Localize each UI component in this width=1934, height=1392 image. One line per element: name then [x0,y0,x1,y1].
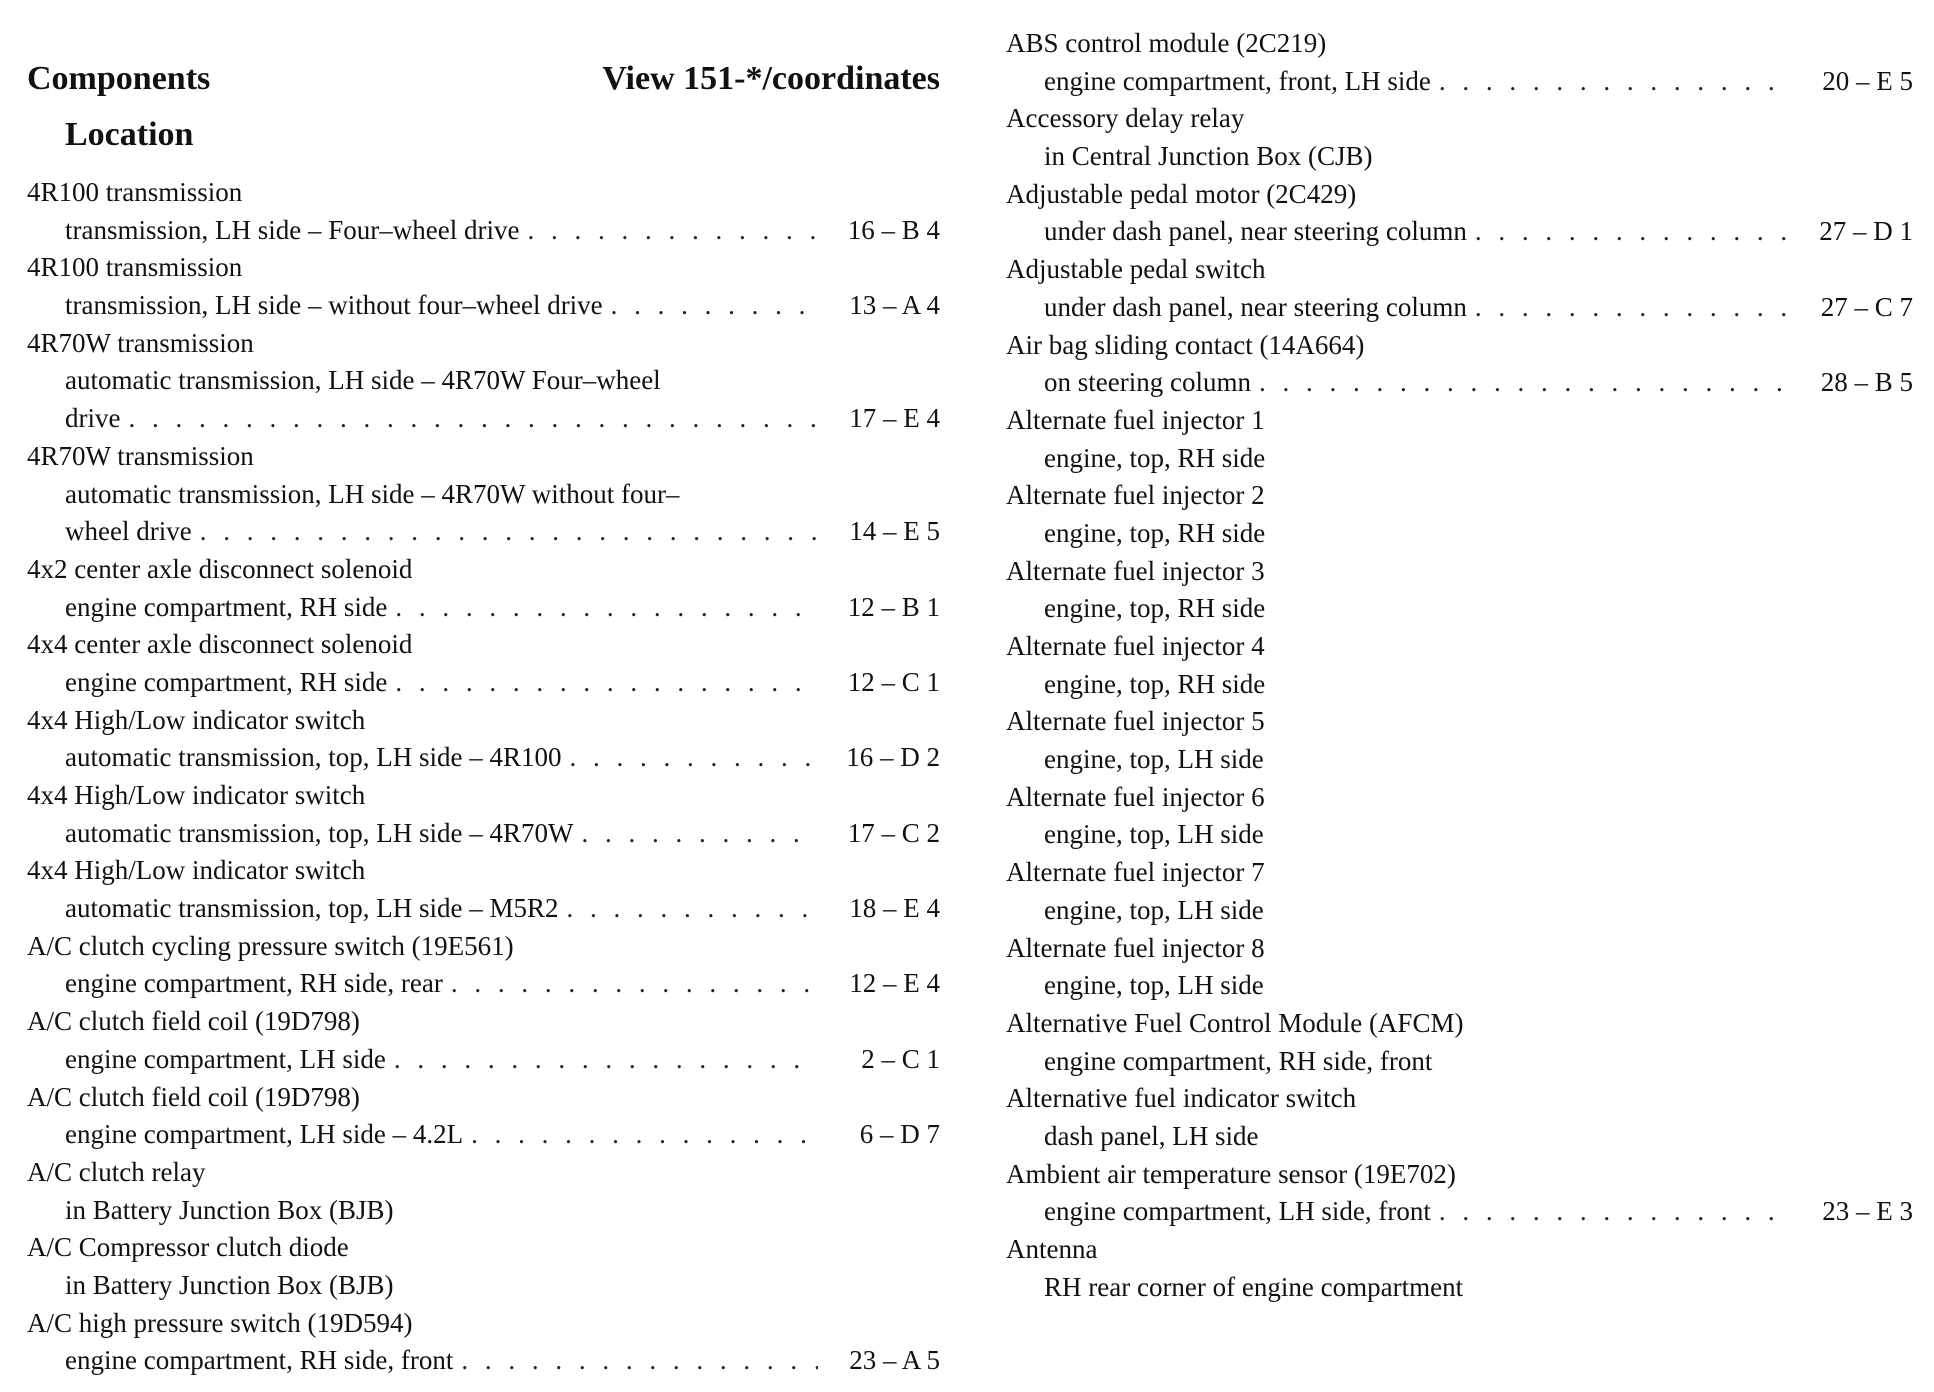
component-entry [27,1229,940,1304]
component-entry [1006,477,1913,552]
component-list-right [1006,25,1913,1306]
component-location-line [27,513,940,551]
dot-leader [527,212,818,250]
component-location-line [1006,590,1913,628]
component-name: 4R70W transmission [27,440,254,471]
component-location: automatic transmission, LH side – 4R70W Four–wheel [65,365,661,396]
view-coordinate: 2 – C 1 [861,1043,940,1074]
component-name: Alternate fuel injector 4 [1006,631,1265,661]
component-location-line [27,1267,940,1305]
component-entry [27,438,940,551]
view-coordinate: 12 – C 1 [847,666,940,697]
dot-leader [471,1116,818,1154]
view-coordinate: 27 – C 7 [1820,291,1913,322]
component-name: Alternative fuel indicator switch [1006,1083,1357,1114]
component-location: on steering column [1044,367,1251,398]
component-location-line [1006,816,1913,854]
component-location-line [27,1116,940,1154]
view-coordinates-heading: View 151-*/coordinates [602,60,940,97]
view-coordinate: 17 – E 4 [849,403,940,434]
view-coordinate: 16 – B 4 [847,214,940,245]
component-entry [27,1154,940,1229]
view-coordinate: 12 – B 1 [847,591,940,622]
component-location-line [27,589,940,627]
component-entry [1006,100,1913,175]
component-location-line [1006,1118,1913,1156]
component-location: in Battery Junction Box (BJB) [65,1194,394,1225]
component-location-line [27,287,940,325]
component-location-line [27,739,940,777]
component-location: RH rear corner of engine compartment [1044,1271,1464,1302]
view-coordinate: 12 – E 4 [849,968,940,999]
dot-leader [394,1041,818,1079]
component-location: automatic transmission, top, LH side – 4R100 [65,742,562,773]
component-entry [27,174,940,249]
dot-leader [1439,1193,1791,1231]
component-location: engine compartment, RH side, front [1044,1045,1433,1076]
dot-leader [566,890,818,928]
component-location: automatic transmission, LH side – 4R70W without four– [65,478,680,509]
view-coordinate: 14 – E 5 [849,516,940,547]
dot-leader [569,739,818,777]
component-location-line [27,1041,940,1079]
component-location: engine, top, RH side [1044,593,1266,624]
component-name: Adjustable pedal switch [1006,254,1266,285]
component-location-line [1006,1193,1913,1231]
component-entry [27,852,940,927]
component-name: A/C clutch field coil (19D798) [27,1006,360,1037]
component-name: 4x2 center axle disconnect solenoid [27,553,413,584]
component-location-line [1006,213,1913,251]
view-coordinate: 23 – E 3 [1822,1196,1913,1227]
component-location: in Battery Junction Box (BJB) [65,1269,394,1300]
component-location-line [1006,967,1913,1005]
component-entry [27,626,940,701]
component-entry [1006,628,1913,703]
component-location-line [27,890,940,928]
view-coordinate: 17 – C 2 [847,817,940,848]
view-coordinate: 23 – A 5 [849,1345,940,1376]
component-location: in Central Junction Box (CJB) [1044,141,1373,172]
component-location: engine, top, LH side [1044,894,1264,925]
component-location-line [27,476,940,514]
component-entry [1006,1231,1913,1306]
component-name: Alternative Fuel Control Module (AFCM) [1006,1007,1464,1038]
dot-leader [128,400,818,438]
component-location-line [1006,1269,1913,1307]
component-location-line [1006,741,1913,779]
dot-leader [1475,289,1791,327]
component-entry [27,551,940,626]
component-location: engine compartment, front, LH side [1044,65,1431,96]
view-coordinate: 20 – E 5 [1822,65,1913,96]
component-name: A/C Compressor clutch diode [27,1232,349,1263]
component-name: 4x4 High/Low indicator switch [27,704,366,735]
component-entry [1006,854,1913,929]
component-location: engine, top, LH side [1044,744,1264,775]
view-coordinate: 16 – D 2 [846,742,940,773]
component-location-line [27,400,940,438]
component-location-line [27,815,940,853]
component-entry [1006,553,1913,628]
dot-leader [611,287,818,325]
component-name: Alternate fuel injector 3 [1006,555,1265,586]
view-coordinate: 27 – D 1 [1819,216,1913,247]
component-name: ABS control module (2C219) [1006,28,1327,58]
component-location-line [1006,63,1913,101]
component-name: 4x4 High/Low indicator switch [27,855,366,886]
component-location: under dash panel, near steering column [1044,216,1467,247]
component-location-line [1006,440,1913,478]
component-entry [1006,930,1913,1005]
component-entry [27,1079,940,1154]
component-name: Alternate fuel injector 5 [1006,706,1265,737]
component-location-line [27,1192,940,1230]
view-coordinate: 6 – D 7 [859,1119,940,1150]
component-name: A/C clutch field coil (19D798) [27,1081,360,1112]
component-location-line [27,965,940,1003]
component-location-line [1006,289,1913,327]
component-location: drive [65,403,121,434]
component-name: Alternate fuel injector 6 [1006,781,1265,812]
component-entry [1006,703,1913,778]
component-name: Antenna [1006,1234,1098,1264]
component-name: Alternate fuel injector 7 [1006,857,1265,888]
component-entry [1006,327,1913,402]
component-location: transmission, LH side – Four–wheel drive [65,214,520,245]
component-name: A/C high pressure switch (19D594) [27,1307,413,1338]
component-name: Accessory delay relay [1006,103,1245,134]
component-location: engine, top, LH side [1044,970,1264,1001]
location-heading: Location [65,116,194,153]
component-location: automatic transmission, top, LH side – 4R70W [65,817,574,848]
view-coordinate: 13 – A 4 [849,290,940,321]
component-location: engine compartment, RH side [65,666,388,697]
component-location-line [1006,666,1913,704]
component-entry [27,1305,940,1380]
dot-leader [395,664,818,702]
component-location: engine compartment, LH side – 4.2L [65,1119,464,1150]
dot-leader [461,1342,818,1380]
dot-leader [1259,364,1791,402]
component-name: Alternate fuel injector 1 [1006,404,1265,435]
component-entry [1006,1156,1913,1231]
component-location-line [1006,515,1913,553]
component-name: 4x4 High/Low indicator switch [27,780,366,810]
component-entry [1006,779,1913,854]
component-entry [1006,25,1913,100]
component-location-line [1006,364,1913,402]
component-location-line [27,664,940,702]
component-location-line [1006,1043,1913,1081]
component-location: engine compartment, RH side [65,591,388,622]
component-name: 4R70W transmission [27,327,254,358]
view-coordinate: 28 – B 5 [1820,367,1913,398]
component-location: transmission, LH side – without four–wheel drive [65,290,603,321]
component-name: Adjustable pedal motor (2C429) [1006,178,1357,209]
component-location-line [1006,138,1913,176]
component-location-line [27,212,940,250]
dot-leader [581,815,818,853]
component-name: A/C clutch cycling pressure switch (19E561) [27,930,514,961]
component-location: engine compartment, LH side, front [1044,1196,1431,1227]
dot-leader [395,589,818,627]
component-entry [1006,176,1913,251]
component-location: engine, top, RH side [1044,442,1266,473]
column-header [27,60,940,100]
component-location-line [27,1342,940,1380]
dot-leader [200,513,818,551]
component-name: A/C clutch relay [27,1156,206,1187]
component-name: Air bag sliding contact (14A664) [1006,329,1365,360]
component-list-left [27,174,940,1380]
component-entry [27,325,940,438]
component-location: engine, top, LH side [1044,819,1264,850]
component-location: dash panel, LH side [1044,1120,1259,1151]
dot-leader [1475,213,1791,251]
component-name: 4R100 transmission [27,177,243,207]
component-name: 4R100 transmission [27,252,243,283]
component-name: 4x4 center axle disconnect solenoid [27,629,413,660]
component-location: engine, top, RH side [1044,517,1266,548]
component-name: Alternate fuel injector 8 [1006,932,1265,963]
component-entry [1006,251,1913,326]
dot-leader [1439,63,1791,101]
components-heading: Components [27,60,211,97]
component-entry [1006,1080,1913,1155]
component-entry [27,928,940,1003]
component-location: automatic transmission, top, LH side – M5R2 [65,893,559,924]
component-location: engine compartment, LH side [65,1043,386,1074]
component-entry [1006,1005,1913,1080]
component-name: Alternate fuel injector 2 [1006,480,1265,511]
component-location: engine compartment, RH side, front [65,1345,454,1376]
component-location: wheel drive [65,516,192,547]
component-location: under dash panel, near steering column [1044,291,1467,322]
component-location: engine, top, RH side [1044,668,1266,699]
dot-leader [451,965,818,1003]
component-location-line [1006,892,1913,930]
component-name: Ambient air temperature sensor (19E702) [1006,1158,1456,1189]
component-entry [27,1003,940,1078]
component-entry [27,777,940,852]
component-entry [1006,402,1913,477]
view-coordinate: 18 – E 4 [849,893,940,924]
component-location: engine compartment, RH side, rear [65,968,443,999]
component-entry [27,249,940,324]
component-entry [27,702,940,777]
component-location-line [27,362,940,400]
